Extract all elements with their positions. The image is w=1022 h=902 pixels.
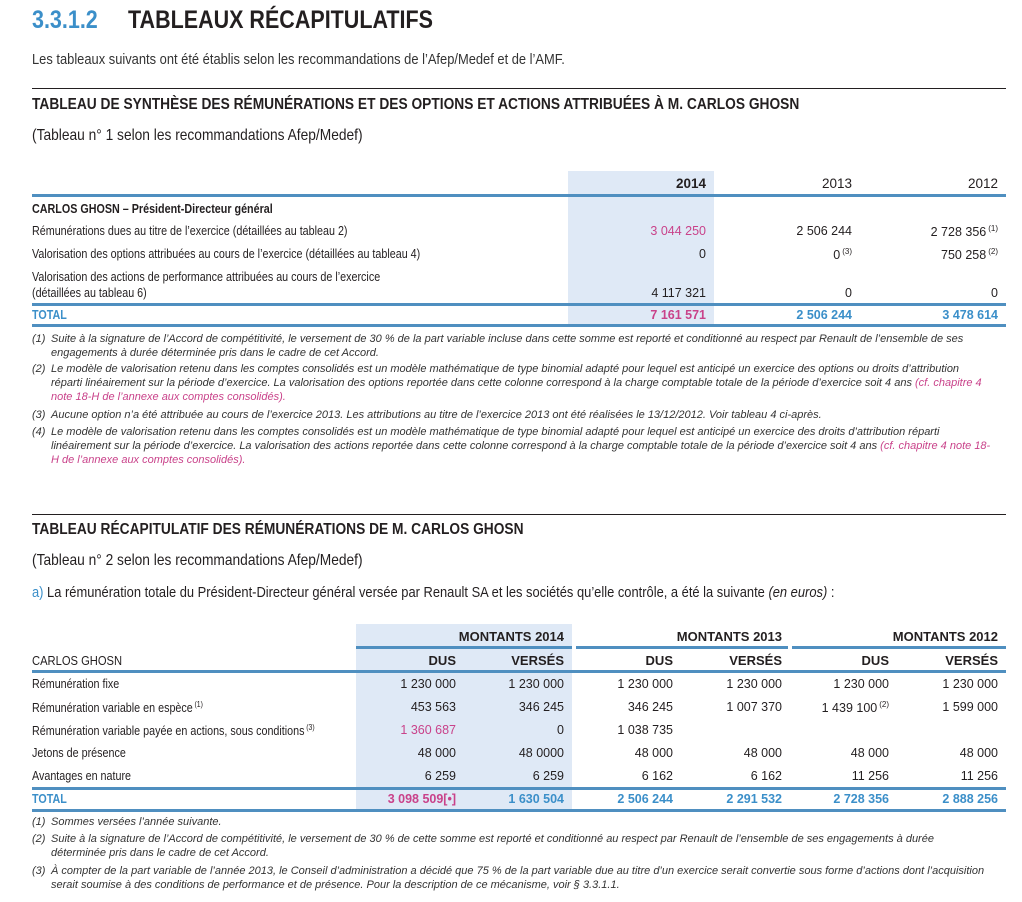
bottom-rule (32, 324, 1006, 327)
subcol-verses: VERSÉS (945, 653, 998, 668)
footnote: (3) Aucune option n’a été attribuée au cours de l’exercice 2013. Les attributions au titre de l’exercice 2013 ont été réalisées le 13/12/2012. Voir tableau 4 ci-après. (32, 409, 822, 421)
col-header-2012: 2012 (967, 176, 998, 191)
table2-title: TABLEAU RÉCAPITULATIF DES RÉMUNÉRATIONS DE M. CARLOS GHOSN (32, 521, 524, 538)
footnote: (3) À compter de la part variable de l’année 2013, le Conseil d’administration a décidé que 75 % de la part variable due au titre d’un exercice serait convertie sous forme d’actions dont l’acquisition serait soumise à des conditions de performance et de présence. Pour la description de ce mécanisme, voir § 3.3.1.1. (32, 865, 985, 891)
group-rule (356, 646, 572, 649)
total-rule (32, 303, 1006, 306)
divider (32, 88, 1006, 89)
subcol-dus: DUS (645, 653, 673, 668)
subcol-verses: VERSÉS (729, 653, 782, 668)
subcol-verses: VERSÉS (511, 653, 564, 668)
section-number: 3.3.1.2 (32, 6, 98, 34)
footnote: (2) Le modèle de valorisation retenu dans les comptes consolidés est un modèle mathématique de type binomial adapté pour lequel est anticipé un exercice des options ou droits d’attribution réparti linéairement sur la période d’exercice. La valorisation des options reportée dans cette colonne correspond à la charge comptable totale de la période d’exercice soit 4 ans (cf. chapitre 4 note 18-H de l’annexe aux comptes consolidés). (32, 363, 982, 403)
subcol-dus: DUS (428, 653, 456, 668)
header-rule (32, 194, 1006, 197)
header-rule (32, 670, 1006, 673)
footnote: (1) Suite à la signature de l’Accord de compétitivité, le versement de 30 % de la part variable incluse dans cette somme est reporté et conditionné au respect par Renault de l’ensemble de ses engagements à durée déterminée pris dans le cadre de cet Accord. (32, 333, 964, 359)
row-header: CARLOS GHOSN (32, 653, 123, 668)
table2-subtitle: (Tableau n° 2 selon les recommandations Afep/Medef) (32, 552, 363, 569)
footnote: (1) Sommes versées l’année suivante. (32, 816, 222, 828)
col-header-2014: 2014 (675, 176, 706, 191)
bottom-rule (32, 809, 1006, 812)
group-header-2014: MONTANTS 2014 (458, 629, 564, 644)
col-header-2013: 2013 (821, 176, 852, 191)
total-rule (32, 787, 1006, 790)
group-header-2012: MONTANTS 2012 (892, 629, 998, 644)
section-title: TABLEAUX RÉCAPITULATIFS (128, 6, 434, 34)
divider (32, 514, 1006, 515)
group-rule (576, 646, 788, 649)
group-rule (792, 646, 1006, 649)
table1-title: TABLEAU DE SYNTHÈSE DES RÉMUNÉRATIONS ET DES OPTIONS ET ACTIONS ATTRIBUÉES À M. CARLOS GHOSN (32, 96, 800, 113)
table2-lead: a) La rémunération totale du Président-Directeur général versée par Renault SA et les sociétés qu’elle contrôle, a été la suivante (en euros) : (32, 584, 835, 601)
person-label: CARLOS GHOSN – Président-Directeur général (32, 202, 273, 216)
group-header-2013: MONTANTS 2013 (676, 629, 782, 644)
page-title (32, 6, 483, 35)
subcol-dus: DUS (861, 653, 889, 668)
table1-subtitle: (Tableau n° 1 selon les recommandations Afep/Medef) (32, 127, 363, 144)
footnote: (4) Le modèle de valorisation retenu dans les comptes consolidés est un modèle mathématique de type binomial adapté pour lequel est anticipé un exercice des droits d’attribution réparti linéairement sur la période d’exercice. La valorisation des actions reportée dans cette colonne correspond à la charge comptable totale de la période d’exercice soit 4 ans (cf. chapitre 4 note 18-H de l’annexe aux comptes consolidés). (32, 426, 991, 466)
footnote: (2) Suite à la signature de l’Accord de compétitivité, le versement de 30 % de cette somme est reporté et conditionné au respect par Renault de l’ensemble de ses engagements à durée déterminée pris dans le cadre de cet Accord. (32, 833, 934, 859)
intro-text: Les tableaux suivants ont été établis selon les recommandations de l’Afep/Medef et de l’AMF. (32, 51, 565, 68)
